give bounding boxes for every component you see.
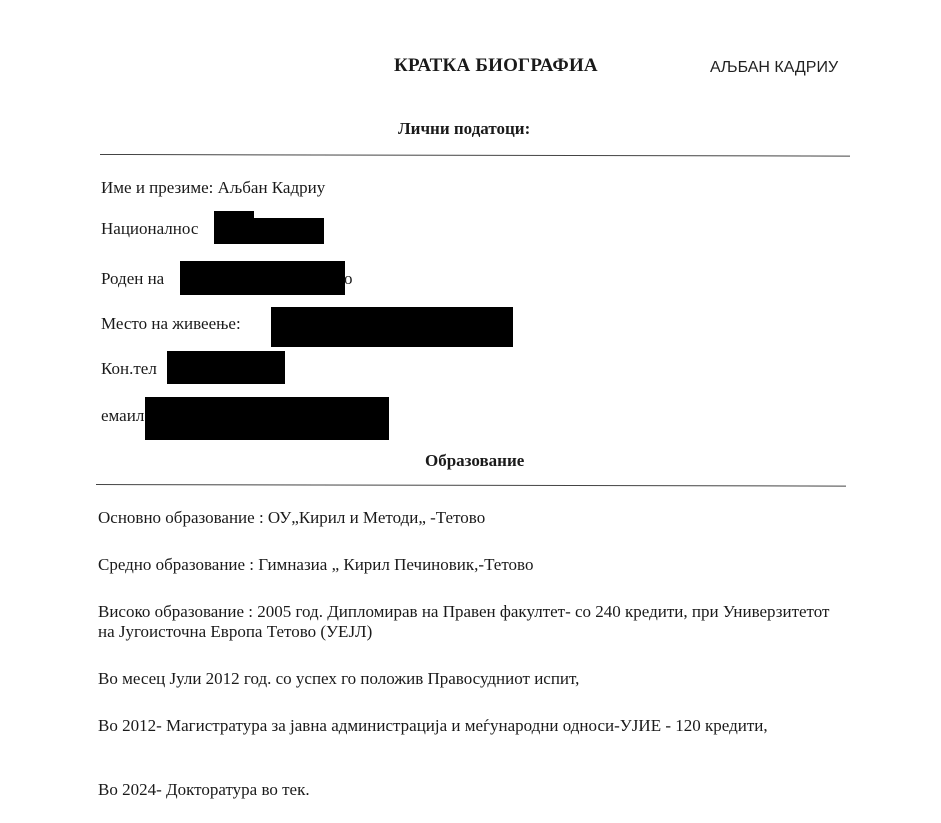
redaction-birth [180, 261, 345, 295]
divider-education [96, 484, 846, 487]
field-email-label: емаил [101, 406, 145, 425]
redaction-nationality [214, 218, 324, 244]
document-title: КРАТКА БИОГРАФИА [394, 55, 598, 76]
field-birth-label: Роден на [101, 269, 165, 288]
field-residence-label: Место на живеење: [101, 314, 241, 333]
personal-data-heading: Лични податоци: [398, 119, 531, 138]
field-full-name [101, 178, 325, 198]
field-nationality-label: Националнос [101, 219, 199, 238]
redaction-email [145, 397, 389, 440]
education-heading: Образование [425, 451, 525, 470]
field-full-name-value: Аљбан Кадриу [217, 178, 326, 197]
education-masters: Во 2012- Магистратура за јавна администрација и меѓународни односи-УЈИЕ - 120 кредити, [98, 716, 768, 735]
education-primary: Основно образование : ОУ„Кирил и Методи„ -Тетово [98, 508, 486, 527]
field-phone-label: Кон.тел [101, 359, 157, 378]
redaction-phone [167, 351, 285, 384]
education-secondary: Средно образование : Гимназиа „ Кирил Печиновик,-Тетово [98, 555, 534, 574]
field-full-name-label: Име и презиме: [101, 178, 214, 197]
field-birth-trailing: о [344, 269, 353, 288]
education-higher: Високо образование : 2005 год. Дипломирав на Правен факултет- со 240 кредити, при Универзитетот на Југоисточна Европа Тетово (УЕЈЛ) [98, 602, 830, 641]
divider-personal [100, 154, 850, 157]
education-doctorate: Во 2024- Докторатура во тек. [98, 780, 310, 799]
education-bar-exam: Во месец Јули 2012 год. со успех го положив Правосудниот испит, [98, 669, 580, 688]
header-name: АЉБАН КАДРИУ [710, 59, 839, 76]
redaction-residence [271, 307, 513, 347]
